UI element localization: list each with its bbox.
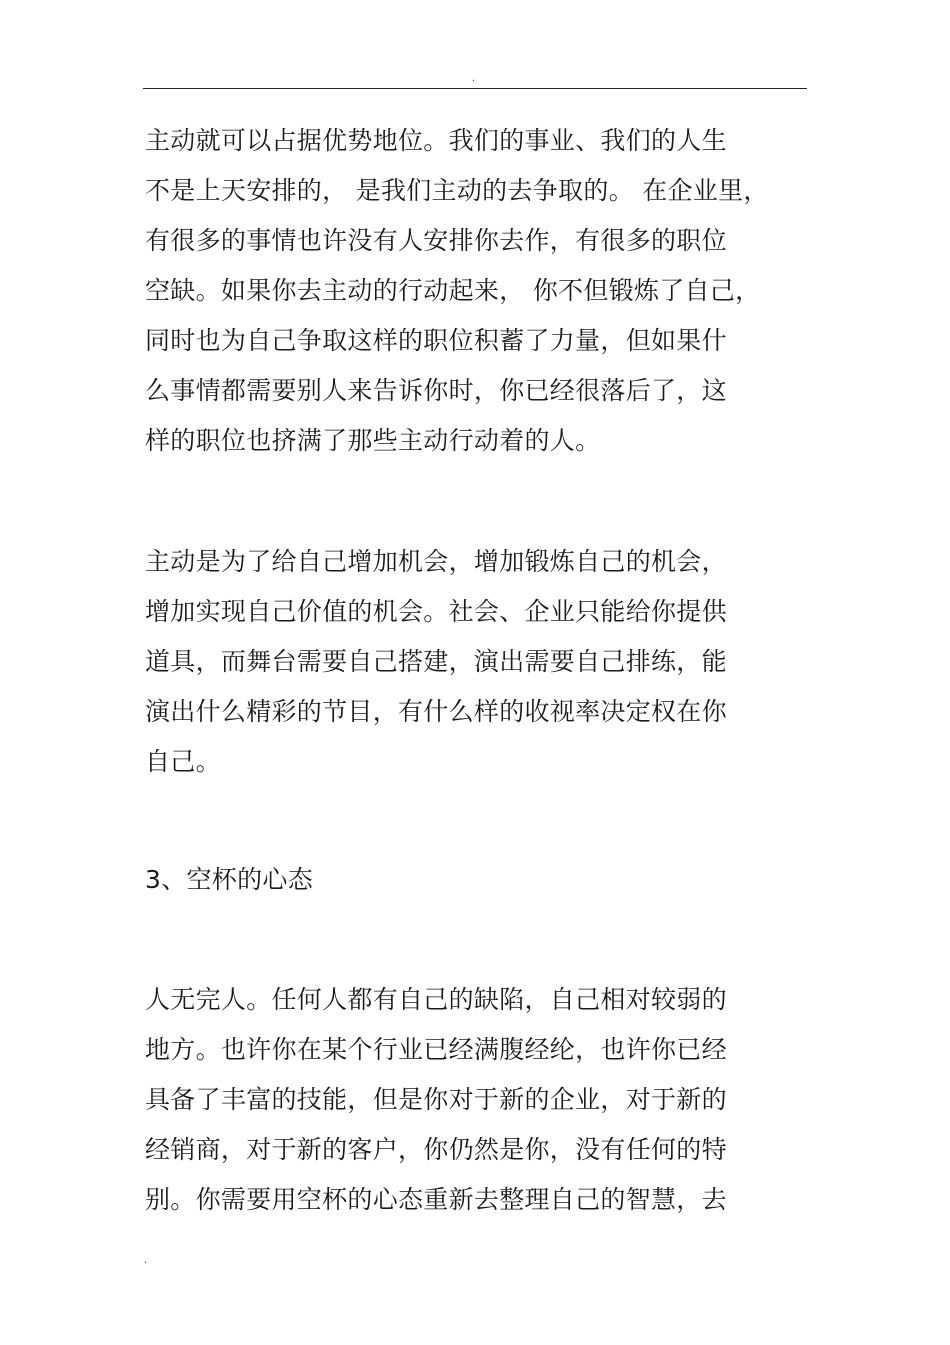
header-rule <box>143 88 807 89</box>
header-dot: . <box>472 73 476 84</box>
text-line: 不是上天安排的， 是我们主动的去争取的。 在企业里， <box>145 176 769 205</box>
text-line: 人无完人。任何人都有自己的缺陷，自己相对较弱的 <box>145 985 727 1014</box>
text-line: 具备了丰富的技能，但是你对于新的企业，对于新的 <box>145 1085 727 1114</box>
text-line: 空缺。如果你去主动的行动起来， 你不但锻炼了自己， <box>145 276 761 305</box>
text-line: 主动是为了给自己增加机会，增加锻炼自己的机会， <box>145 547 727 576</box>
paragraph-empty-cup <box>145 975 727 1225</box>
text-line: 同时也为自己争取这样的职位积蓄了力量，但如果什 <box>145 326 727 355</box>
text-line: 有很多的事情也许没有人安排你去作，有很多的职位 <box>145 226 727 255</box>
footer-dot: . <box>144 1255 148 1266</box>
paragraph-initiative-advantage <box>145 116 769 466</box>
text-line: 主动就可以占据优势地位。我们的事业、我们的人生 <box>145 126 727 155</box>
text-line: 别。你需要用空杯的心态重新去整理自己的智慧，去 <box>145 1185 727 1214</box>
section-heading <box>145 855 313 905</box>
heading-text: 3、空杯的心态 <box>145 865 314 894</box>
text-line: 自己。 <box>145 747 221 776</box>
text-line: 道具，而舞台需要自己搭建，演出需要自己排练，能 <box>145 647 727 676</box>
text-line: 地方。也许你在某个行业已经满腹经纶，也许你已经 <box>145 1035 727 1064</box>
text-line: 经销商，对于新的客户，你仍然是你，没有任何的特 <box>145 1135 727 1164</box>
text-line: 样的职位也挤满了那些主动行动着的人。 <box>145 426 601 455</box>
text-line: 演出什么精彩的节目，有什么样的收视率决定权在你 <box>145 697 727 726</box>
paragraph-initiative-opportunity <box>145 537 727 787</box>
text-line: 增加实现自己价值的机会。社会、企业只能给你提供 <box>145 597 727 626</box>
text-line: 么事情都需要别人来告诉你时，你已经很落后了，这 <box>145 376 727 405</box>
